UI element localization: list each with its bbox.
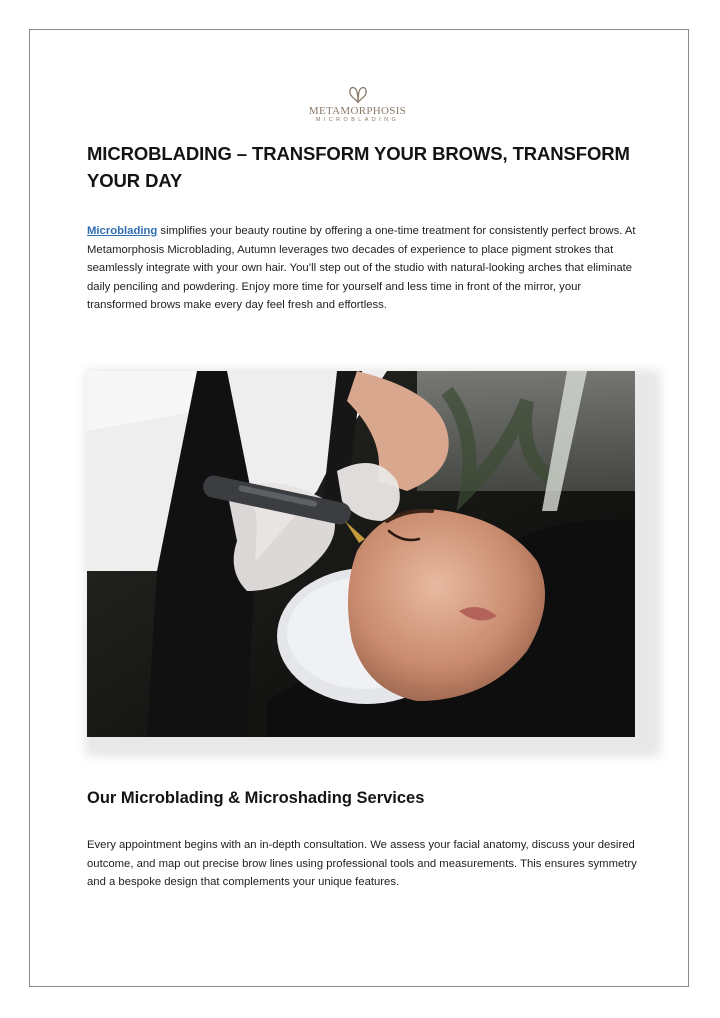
- treatment-photo: [87, 371, 635, 737]
- butterfly-logo-icon: [345, 84, 371, 104]
- intro-paragraph: [87, 222, 639, 315]
- logo-subtitle: MICROBLADING: [315, 117, 400, 123]
- treatment-photo-illustration: [87, 371, 635, 737]
- page-title: MICROBLADING – TRANSFORM YOUR BROWS, TRANSFORM YOUR DAY: [87, 143, 630, 191]
- brand-logo[interactable]: [300, 84, 415, 130]
- logo-name: METAMORPHOSIS: [308, 105, 407, 117]
- intro-text: simplifies your beauty routine by offering a one-time treatment for consistently perfect brows. At Metamorphosis Microblading, Autumn leverages two decades of experience to place pigment strokes that seamlessly integrate with your own hair. You’ll step out of the studio with natural-looking arches that eliminate daily penciling and powdering. Enjoy more time for yourself and less time in front of the mirror, your transformed brows make every day feel fresh and effortless.: [87, 225, 636, 312]
- services-heading: Our Microblading & Microshading Services: [87, 789, 425, 807]
- services-paragraph: Every appointment begins with an in-depth consultation. We assess your facial anatomy, discuss your desired outcome, and map out precise brow lines using professional tools and measurements. This ensures symmetry and a bespoke design that complements your unique features.: [87, 839, 637, 889]
- microblading-link[interactable]: Microblading: [87, 225, 158, 237]
